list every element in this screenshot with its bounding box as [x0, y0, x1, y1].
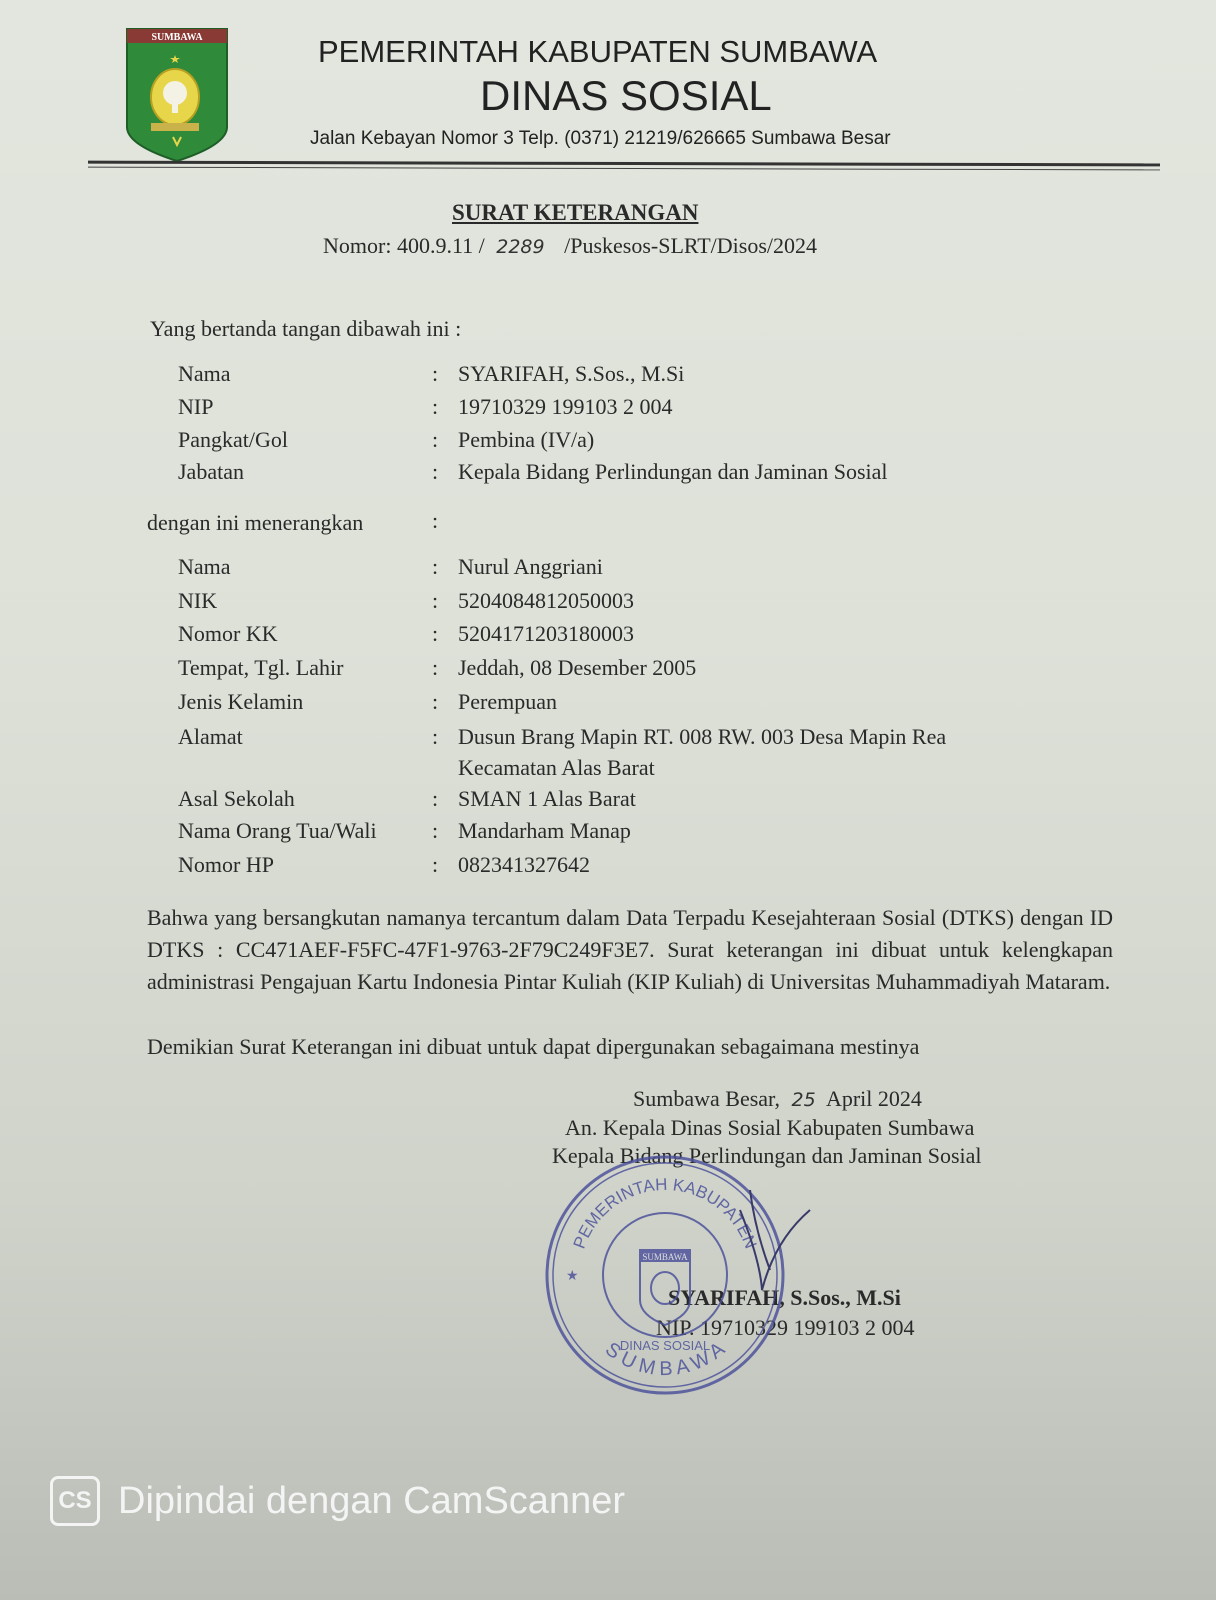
signature-scribble	[700, 1170, 840, 1315]
field-colon: :	[432, 427, 439, 452]
camscanner-text: Dipindai dengan CamScanner	[118, 1479, 625, 1522]
stamp-bottom-text: S U M B A W A	[600, 1338, 730, 1381]
number-handwritten: 2289	[496, 236, 545, 258]
signature-date	[633, 1086, 922, 1112]
letterhead-line2: DINAS SOSIAL	[480, 72, 772, 119]
field-value: 5204084812050003	[458, 588, 634, 613]
letterhead-divider	[88, 161, 1160, 167]
field-colon: :	[432, 394, 439, 419]
field-label: Jenis Kelamin	[178, 689, 304, 714]
field-label: Asal Sekolah	[178, 786, 295, 811]
field-colon: :	[432, 459, 439, 484]
field-colon: :	[432, 554, 439, 579]
signature-position: Kepala Bidang Perlindungan dan Jaminan Sosial	[552, 1143, 982, 1168]
letterhead-line1: PEMERINTAH KABUPATEN SUMBAWA	[318, 34, 878, 69]
stamp-top-text: PEMERINTAH KABUPATEN	[569, 1174, 761, 1252]
field-label: Nomor HP	[178, 852, 274, 877]
field-colon: :	[432, 621, 439, 646]
closing-text: Demikian Surat Keterangan ini dibuat untuk dapat dipergunakan sebagaimana mestinya	[147, 1034, 920, 1059]
field-colon: :	[432, 786, 439, 811]
field-label: Tempat, Tgl. Lahir	[178, 655, 344, 680]
date-place: Sumbawa Besar,	[633, 1086, 780, 1111]
declares-text: dengan ini menerangkan	[147, 510, 364, 535]
field-value: 5204171203180003	[458, 621, 634, 646]
field-value: SYARIFAH, S.Sos., M.Si	[458, 361, 685, 386]
stamp-logo-text: SUMBAWA	[642, 1252, 688, 1262]
field-label: Alamat	[178, 724, 243, 749]
body-paragraph: Bahwa yang bersangkutan namanya tercantum dalam Data Terpadu Kesejahteraan Sosial (DTKS) dengan ID DTKS : CC471AEF-F5FC-47F1-9763-2F79C249F3E7. Surat keterangan ini dibuat untuk kelengkapan administrasi Pengajuan Kartu Indonesia Pintar Kuliah (KIP Kuliah) di Universitas Muhammadiyah Mataram.	[147, 905, 1113, 994]
field-value: Perempuan	[458, 689, 557, 714]
field-colon: :	[432, 361, 439, 386]
field-value: Mandarham Manap	[458, 818, 631, 843]
field-label: Nomor KK	[178, 621, 278, 646]
declares-colon: :	[432, 508, 439, 533]
field-value: Kepala Bidang Perlindungan dan Jaminan Sosial	[458, 459, 888, 484]
svg-text:SUMBAWA: SUMBAWA	[151, 32, 203, 43]
field-value: Jeddah, 08 Desember 2005	[458, 655, 697, 680]
field-label: Jabatan	[178, 459, 244, 484]
field-value-line2: Kecamatan Alas Barat	[458, 755, 655, 780]
camscanner-icon: CS	[50, 1476, 100, 1526]
signer-name: SYARIFAH, S.Sos., M.Si	[668, 1285, 901, 1310]
field-colon: :	[432, 655, 439, 680]
field-label: Nama	[178, 554, 231, 579]
stamp-inner-text: DINAS SOSIAL	[619, 1338, 711, 1353]
field-label: NIP	[178, 394, 214, 419]
field-value: Dusun Brang Mapin RT. 008 RW. 003 Desa Mapin Rea	[458, 724, 947, 749]
regency-logo	[125, 27, 229, 168]
field-value: 082341327642	[458, 852, 590, 877]
number-prefix: Nomor: 400.9.11 /	[323, 233, 485, 258]
field-colon: :	[432, 818, 439, 843]
field-colon: :	[432, 724, 439, 749]
signature-on-behalf: An. Kepala Dinas Sosial Kabupaten Sumbawa	[565, 1115, 975, 1140]
field-label: NIK	[178, 588, 218, 613]
field-colon: :	[432, 588, 439, 613]
field-colon: :	[432, 852, 439, 877]
field-value: SMAN 1 Alas Barat	[458, 786, 636, 811]
field-value: 19710329 199103 2 004	[458, 394, 673, 419]
camscanner-watermark	[50, 1476, 625, 1526]
date-day-handwritten: 25	[791, 1089, 816, 1111]
letterhead-address: Jalan Kebayan Nomor 3 Telp. (0371) 21219/626665 Sumbawa Besar	[310, 128, 891, 149]
document-title: SURAT KETERANGAN	[452, 200, 699, 225]
svg-text:★: ★	[566, 1269, 579, 1284]
number-suffix: /Puskesos-SLRT/Disos/2024	[564, 233, 818, 258]
signer-nip: NIP. 19710329 199103 2 004	[656, 1315, 915, 1340]
field-label: Nama	[178, 361, 231, 386]
field-colon: :	[432, 689, 439, 714]
field-label: Pangkat/Gol	[178, 427, 288, 452]
document-number	[323, 233, 817, 259]
date-month-year: April 2024	[825, 1086, 922, 1111]
field-value: Pembina (IV/a)	[458, 427, 595, 452]
intro-text: Yang bertanda tangan dibawah ini :	[150, 316, 462, 341]
field-label: Nama Orang Tua/Wali	[178, 818, 377, 843]
field-value: Nurul Anggriani	[458, 554, 603, 579]
letterhead-divider-thin	[88, 167, 1160, 171]
